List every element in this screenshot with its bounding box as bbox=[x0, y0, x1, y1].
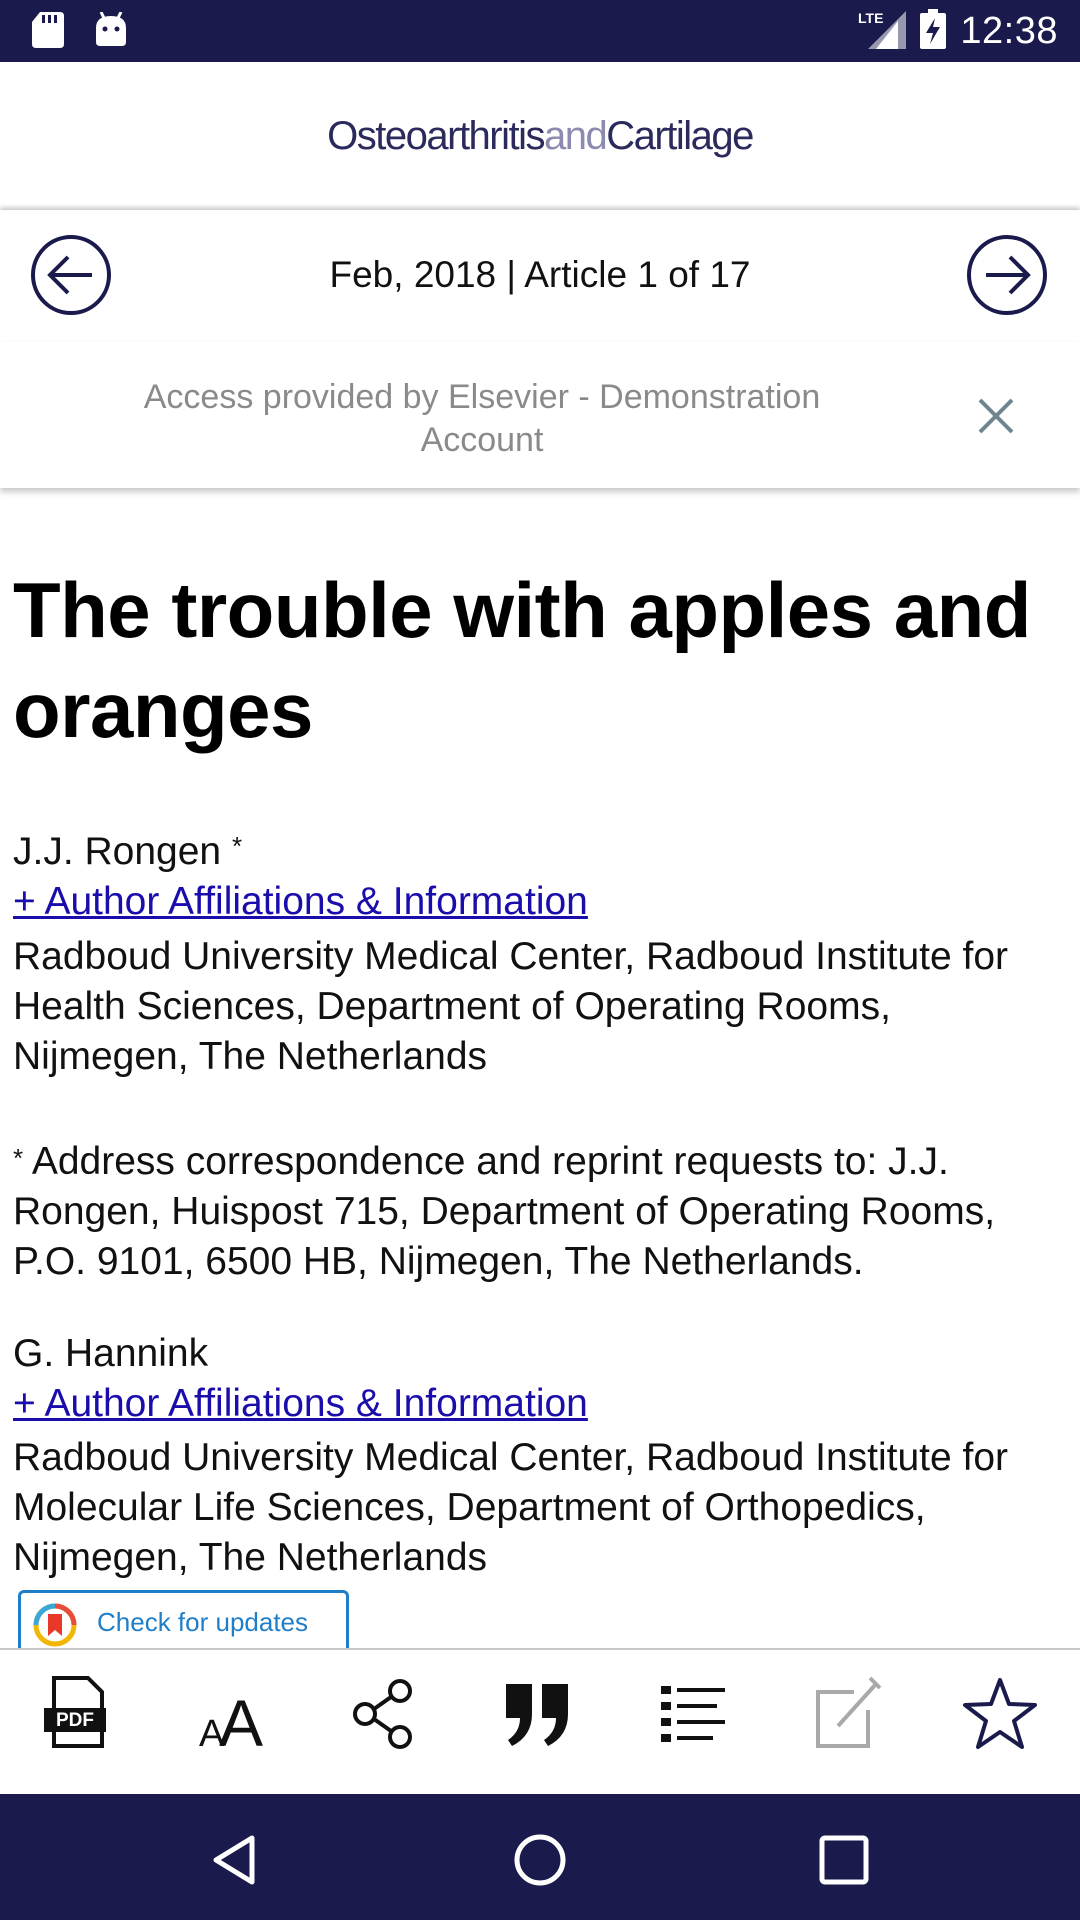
article-toolbar bbox=[0, 1648, 1080, 1794]
article-title: The trouble with apples and oranges bbox=[13, 566, 1031, 754]
check-for-updates-button[interactable] bbox=[18, 1590, 349, 1652]
note-icon bbox=[804, 1674, 884, 1754]
favorite-button[interactable] bbox=[960, 1674, 1040, 1754]
cite-button[interactable] bbox=[498, 1674, 578, 1754]
correspondence-marker: * bbox=[13, 1143, 24, 1173]
next-article-button[interactable] bbox=[966, 234, 1048, 316]
star-icon bbox=[960, 1674, 1040, 1754]
issue-article-label: Feb, 2018 | Article 1 of 17 bbox=[329, 254, 751, 295]
status-bar bbox=[0, 0, 1080, 62]
journal-logo bbox=[0, 114, 1080, 159]
font-size-large-glyph: A bbox=[219, 1686, 264, 1754]
crossmark-icon bbox=[33, 1603, 77, 1647]
correspondence-text: Address correspondence and reprint requests to: J.J. Rongen, Huispost 715, Department of Operating Rooms, P.O. 9101, 6500 HB, Nijmegen, The Netherlands. bbox=[13, 1140, 996, 1283]
correspondence-marker: * bbox=[231, 831, 243, 861]
access-banner bbox=[0, 342, 1080, 488]
journal-name-part1: Osteoarthritis bbox=[327, 114, 545, 158]
note-button[interactable] bbox=[804, 1674, 884, 1754]
journal-name-part2: Cartilage bbox=[606, 114, 753, 158]
outline-icon bbox=[651, 1674, 731, 1754]
article-header bbox=[13, 560, 1068, 760]
share-button[interactable] bbox=[345, 1674, 425, 1754]
network-type: LTE bbox=[858, 9, 884, 26]
author-1-affiliation: Radboud University Medical Center, Radboud Institute for Health Sciences, Department of Operating Rooms, Nijmegen, The Netherlands bbox=[13, 935, 1009, 1078]
pdf-button[interactable] bbox=[36, 1674, 116, 1754]
correspondence-note bbox=[13, 1137, 1073, 1287]
access-banner-text: Access provided by Elsevier - Demonstration Account bbox=[143, 378, 821, 459]
status-time: 12:38 bbox=[960, 9, 1058, 52]
author-2-affiliation: Radboud University Medical Center, Radboud Institute for Molecular Life Sciences, Department of Orthopedics, Nijmegen, The Netherlands bbox=[13, 1436, 1009, 1579]
author-1-affiliations-link[interactable]: + Author Affiliations & Information bbox=[13, 880, 588, 923]
recents-square-icon bbox=[816, 1832, 872, 1888]
quote-icon bbox=[498, 1674, 578, 1754]
home-circle-icon bbox=[512, 1832, 568, 1888]
author-1-name: J.J. Rongen bbox=[13, 830, 222, 873]
check-for-updates-label: Check for updates bbox=[97, 1607, 309, 1637]
battery-charging-icon bbox=[920, 9, 946, 54]
article-navigation bbox=[0, 210, 1080, 342]
author-2-affiliations-link[interactable]: + Author Affiliations & Information bbox=[13, 1382, 588, 1425]
back-button[interactable] bbox=[208, 1832, 264, 1888]
author-name bbox=[13, 1329, 208, 1379]
close-icon bbox=[970, 390, 1022, 442]
author-name bbox=[13, 827, 242, 877]
font-size-icon bbox=[193, 1674, 273, 1754]
sd-card-icon bbox=[32, 12, 64, 53]
share-icon bbox=[345, 1674, 425, 1754]
journal-header bbox=[0, 62, 1080, 210]
system-navigation-bar bbox=[0, 1794, 1080, 1920]
signal-icon bbox=[858, 9, 906, 54]
pdf-label: PDF bbox=[56, 1710, 94, 1731]
home-button[interactable] bbox=[512, 1832, 568, 1888]
font-size-small-glyph: A bbox=[199, 1713, 225, 1754]
arrow-right-icon bbox=[966, 234, 1048, 316]
recents-button[interactable] bbox=[816, 1832, 872, 1888]
android-icon bbox=[94, 12, 128, 53]
font-size-button[interactable] bbox=[193, 1674, 273, 1754]
back-triangle-icon bbox=[208, 1832, 264, 1888]
pdf-icon bbox=[36, 1674, 116, 1754]
close-banner-button[interactable] bbox=[970, 390, 1022, 442]
outline-button[interactable] bbox=[651, 1674, 731, 1754]
journal-name-and: and bbox=[544, 114, 607, 158]
author-2-name: G. Hannink bbox=[13, 1332, 209, 1375]
